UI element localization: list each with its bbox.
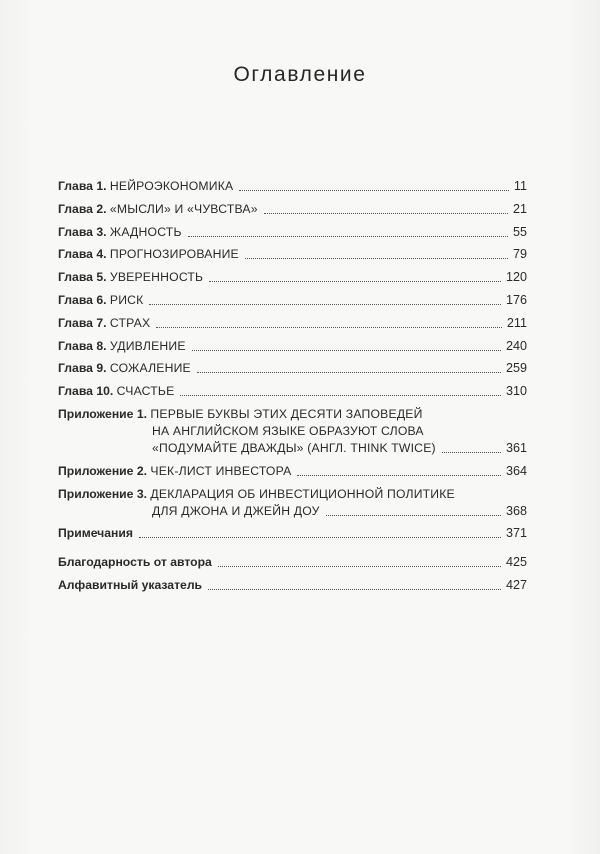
dot-leader [264,212,508,214]
page-number: 79 [512,247,527,262]
page-number: 259 [505,361,527,376]
page-number: 368 [505,503,527,518]
dot-leader [297,474,501,476]
toc-entry-chapter-4[interactable] [58,246,527,263]
chapter-label: Глава 5. [58,270,107,285]
toc-entry-chapter-6[interactable] [58,292,527,309]
page-number: 427 [505,577,527,592]
chapter-label: Глава 1. [58,179,107,193]
page-number: 240 [505,338,527,353]
toc-entry-appendix-2[interactable] [58,463,527,480]
page-number: 176 [505,292,527,307]
toc-entry-chapter-1[interactable] [58,178,527,195]
dot-leader [208,588,501,590]
chapter-label: Глава 9. [58,361,107,376]
page-number: 371 [505,526,527,541]
page-number: 11 [513,179,527,193]
page-number: 361 [505,440,527,455]
appendix-label: Приложение 3. [58,486,148,501]
chapter-label: Глава 8. [58,338,107,353]
dot-leader [139,536,501,538]
toc-entry-chapter-3[interactable] [58,224,527,241]
chapter-title: УДИВЛЕНИЕ [109,338,186,353]
page-number: 21 [512,201,527,216]
dot-leader [149,303,501,305]
dot-leader [197,371,501,373]
dot-leader [326,514,501,516]
dot-leader [156,326,502,328]
chapter-label: Глава 7. [58,315,107,330]
toc-entry-chapter-10[interactable] [58,383,527,400]
chapter-label: Глава 10. [58,384,114,399]
chapter-title: РИСК [109,292,144,307]
index-label: Алфавитный указатель [58,577,203,592]
toc-entry-chapter-7[interactable] [58,315,527,332]
dot-leader [239,189,509,191]
page-number: 55 [512,224,527,239]
appendix-title-line-2: ДЛЯ ДЖОНА И ДЖЕЙН ДОУ [152,503,320,518]
chapter-title: «МЫСЛИ» И «ЧУВСТВА» [109,201,258,216]
chapter-title: НЕЙРОЭКОНОМИКА [109,179,234,193]
toc-entry-chapter-2[interactable] [58,201,527,218]
dot-leader [209,280,501,282]
dot-leader [218,565,501,567]
appendix-label: Приложение 1. [58,406,148,421]
appendix-title-line-1: ПЕРВЫЕ БУКВЫ ЭТИХ ДЕСЯТИ ЗАПОВЕДЕЙ [150,406,423,421]
appendix-title-line-1: ДЕКЛАРАЦИЯ ОБ ИНВЕСТИЦИОННОЙ ПОЛИТИКЕ [150,486,455,501]
dot-leader [188,235,508,237]
toc-entry-appendix-1[interactable] [58,406,527,457]
appendix-title-line-3: «ПОДУМАЙТЕ ДВАЖДЫ» (АНГЛ. THINK TWICE) [152,440,436,455]
dot-leader [192,349,501,351]
chapter-title: УВЕРЕННОСТЬ [109,270,204,285]
appendix-title-line-2: НА АНГЛИЙСКОМ ЯЗЫКЕ ОБРАЗУЮТ СЛОВА [152,423,424,438]
chapter-title: СЧАСТЬЕ [116,384,175,399]
chapter-label: Глава 3. [58,224,107,239]
page-number: 211 [506,315,527,330]
appendix-label: Приложение 2. [58,463,148,478]
chapter-label: Глава 6. [58,292,107,307]
appendix-title: ЧЕК-ЛИСТ ИНВЕСТОРА [150,463,292,478]
page-number: 425 [505,555,527,570]
dot-leader [442,451,501,453]
dot-leader [245,257,508,259]
chapter-label: Глава 4. [58,247,107,262]
chapter-title: СОЖАЛЕНИЕ [109,361,191,376]
chapter-title: СТРАХ [109,315,151,330]
acknowledgements-label: Благодарность от автора [58,555,212,570]
toc-entry-notes[interactable] [58,525,527,542]
toc-entry-appendix-3[interactable] [58,486,527,520]
notes-label: Примечания [58,526,134,541]
table-of-contents [58,178,527,600]
dot-leader [180,394,501,396]
page-number: 310 [505,384,527,399]
toc-entry-index[interactable] [58,577,527,594]
toc-entry-chapter-9[interactable] [58,360,527,377]
chapter-label: Глава 2. [58,201,107,216]
page-number: 364 [505,463,527,478]
toc-entry-chapter-5[interactable] [58,269,527,286]
chapter-title: ЖАДНОСТЬ [109,224,182,239]
page-title: Оглавление [233,63,367,86]
toc-entry-chapter-8[interactable] [58,338,527,355]
chapter-title: ПРОГНОЗИРОВАНИЕ [109,247,239,262]
page-number: 120 [505,270,527,285]
toc-entry-acknowledgements[interactable] [58,554,527,571]
